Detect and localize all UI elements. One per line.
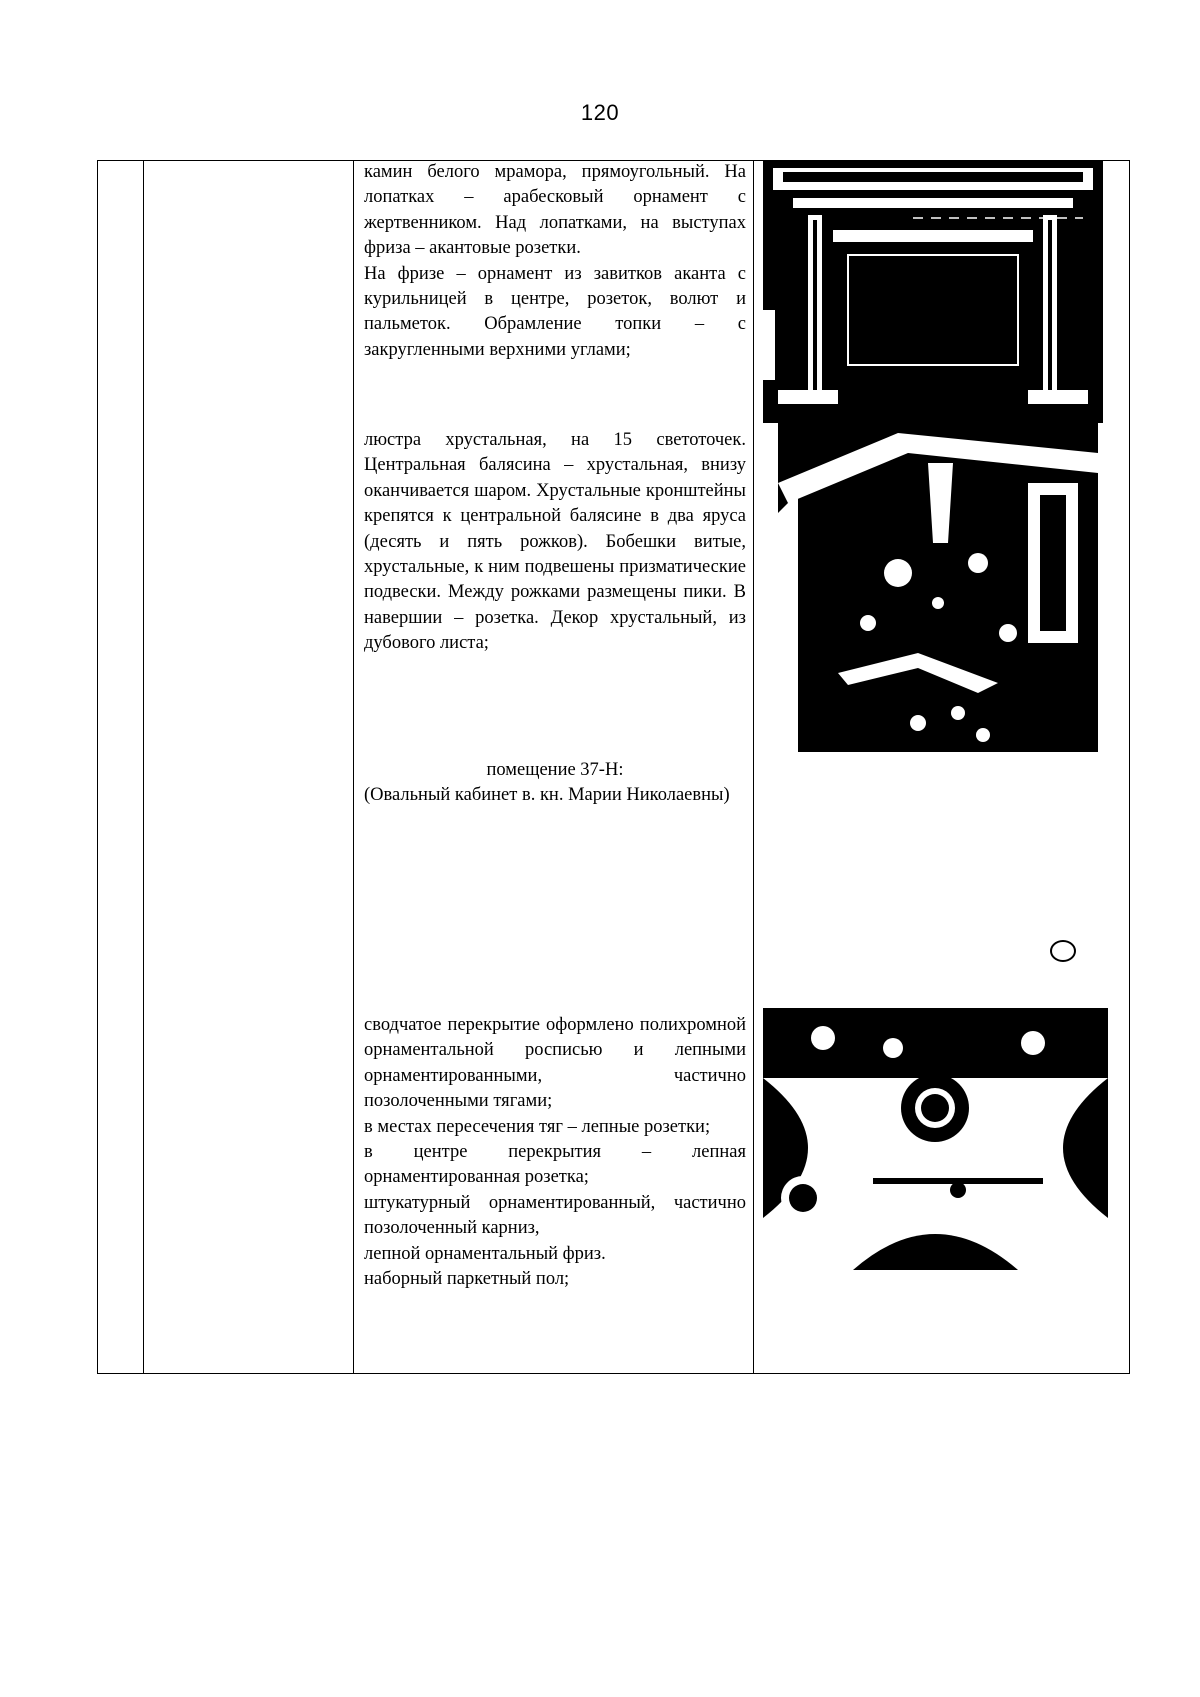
chandelier-description: [364, 428, 746, 657]
room-number: помещение 37-Н:: [486, 760, 624, 780]
column-divider: [353, 161, 354, 1373]
paragraph: наборный паркетный пол;: [364, 1269, 570, 1290]
fireplace-photo: [763, 160, 1103, 423]
column-divider: [143, 161, 144, 1373]
paragraph: камин белого мрамора, прямоугольный. На лопатках – арабесковый орнамент с жертвенником. Над лопатками, на выступах фриза – акантовые розетки.: [364, 162, 746, 259]
paragraph: На фризе – орнамент из завитков аканта с курильницей в центре, розеток, волют и пальметок. Обрамление топки – с закругленными верхними углами;: [364, 263, 746, 360]
paragraph: лепной орнаментальный фриз.: [364, 1243, 606, 1264]
room-heading: [364, 758, 746, 809]
circle-mark: [1050, 940, 1076, 962]
paragraph: люстра хрустальная, на 15 светоточек. Центральная балясина – хрустальная, внизу оканчивается шаром. Хрустальные кронштейны крепятся к центральной балясине в два яруса (десять и пять рожков). Бобешки витые, хрустальные, к ним подвешены призматические подвески. Между рожками размещены пики. В навершии – розетка. Декор хрустальный, из дубового листа;: [364, 430, 746, 654]
column-divider: [753, 161, 754, 1373]
ceiling-description: [364, 1013, 746, 1292]
paragraph: штукатурный орнаментированный, частично позолоченный карниз,: [364, 1192, 746, 1239]
paragraph: в местах пересечения тяг – лепные розетки;: [364, 1116, 711, 1137]
page-number: 120: [580, 100, 620, 125]
fireplace-description: [364, 160, 746, 363]
paragraph: в центре перекрытия – лепная орнаментированная розетка;: [364, 1142, 746, 1188]
room-name: (Овальный кабинет в. кн. Марии Николаевны): [364, 785, 730, 806]
chandelier-photo: [778, 423, 1098, 752]
ceiling-photo: [763, 1008, 1108, 1270]
paragraph: сводчатое перекрытие оформлено полихромной орнаментальной росписью и лепными орнаментированными, частично позолоченными тягами;: [364, 1015, 746, 1112]
